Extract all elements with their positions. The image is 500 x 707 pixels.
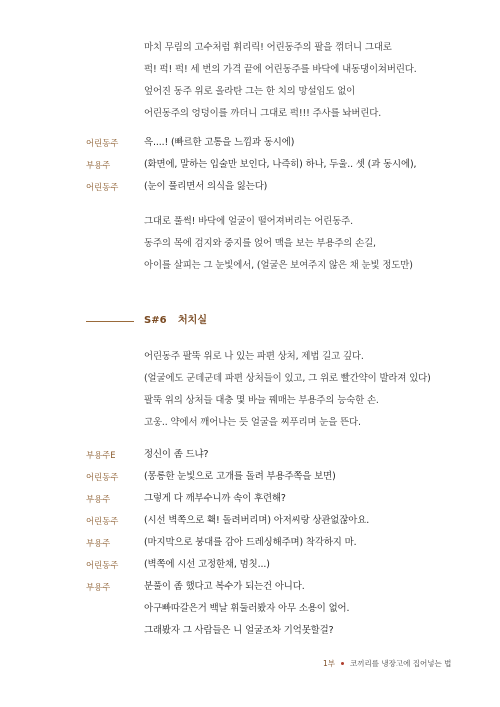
paragraph-line: 동주의 목에 검지와 중지를 얹어 맥을 보는 부용주의 손길, <box>144 238 376 249</box>
page-footer <box>0 657 500 671</box>
book-title: 코끼리를 냉장고에 집어넣는 법 <box>350 659 452 668</box>
dialogue-line: 윽....! (빠르한 고통을 느낌과 동시에) <box>144 137 295 148</box>
scene-number: S#6 <box>144 315 167 326</box>
speaker-name: 부용주 <box>86 582 111 592</box>
paragraph-line: 마치 무림의 고수처럼 휘리릭! 어린동주의 팔을 꺾더니 그대로 <box>144 42 392 53</box>
dialogue-line: 아구빠따갈은거 백날 휘둘러봤자 아무 소용이 없어. <box>144 603 350 614</box>
dialogue-row <box>0 577 500 597</box>
speaker-name: 어린동주 <box>86 516 119 526</box>
dialogue-line: 그래봤자 그 사람들은 니 얼굴조차 기억못할걸? <box>144 625 334 636</box>
scene-divider <box>86 321 134 322</box>
paragraph-line: 엎어진 동주 위로 올라탄 그는 한 치의 망설임도 없이 <box>144 86 356 97</box>
dialogue-row <box>0 177 500 197</box>
dialogue-line: (벽쪽에 시선 고정한채, 멈칫...) <box>144 559 270 570</box>
dialogue-line: (마지막으로 붕대를 감아 드레싱해주며) 착각하지 마. <box>144 537 357 548</box>
speaker-name: 어린동주 <box>86 138 119 148</box>
action-paragraph <box>144 211 474 277</box>
paragraph-line: 어린동주 팔뚝 위로 나 있는 파편 상처, 제법 길고 깊다. <box>144 351 364 362</box>
paragraph-line: (얼굴에도 군데군데 파편 상처들이 있고, 그 위로 빨간약이 발라져 있다) <box>144 373 431 384</box>
dialogue-line: (화면에, 말하는 입술만 보인다, 나즉히) 하나, 두울.. 셋 (과 동시에), <box>144 159 417 170</box>
dialogue-row <box>0 511 500 531</box>
dialogue-line: 분풀이 좀 했다고 복수가 되는건 아니다. <box>144 581 305 592</box>
dialogue-row <box>0 621 500 641</box>
speaker-name: 어린동주 <box>86 472 119 482</box>
dialogue-row <box>0 133 500 153</box>
speaker-name: 부용주 <box>86 494 111 504</box>
paragraph-line: 팔뚝 위의 상처들 대충 몇 바늘 꿰매는 부용주의 능숙한 손. <box>144 395 379 406</box>
action-paragraph <box>144 37 474 125</box>
speaker-name: 부용주E <box>86 450 116 460</box>
dialogue-line: (시선 벽쪽으로 홱! 돌려버리며) 아저씨랑 상관없잖아요. <box>144 515 370 526</box>
speaker-name: 어린동주 <box>86 182 119 192</box>
speaker-name: 어린동주 <box>86 560 119 570</box>
dialogue-row <box>0 555 500 575</box>
bullet-dot-icon <box>341 662 344 665</box>
dialogue-row <box>0 467 500 487</box>
scene-title: 처치실 <box>178 315 207 326</box>
dialogue-row <box>0 155 500 175</box>
dialogue-row <box>0 489 500 509</box>
paragraph-line: 어린동주의 엉덩이를 까더니 그대로 퍽!!! 주사를 놔버린다. <box>144 108 382 119</box>
dialogue-row <box>0 599 500 619</box>
dialogue-row <box>0 445 500 465</box>
part-number: 1부 <box>323 659 336 668</box>
speaker-name: 부용주 <box>86 538 111 548</box>
paragraph-line: 퍽! 퍽! 퍽! 세 번의 가격 끝에 어린동주를 바닥에 내동댕이쳐버린다. <box>144 64 417 75</box>
dialogue-line: 그렇게 다 깨부수니까 속이 후련해? <box>144 493 286 504</box>
paragraph-line: 그대로 풀썩! 바닥에 얼굴이 떨어져버리는 어린동주. <box>144 216 354 227</box>
dialogue-line: (몽롱한 눈빛으로 고개를 돌려 부용주쪽을 보면) <box>144 471 336 482</box>
paragraph-line: 아이를 살피는 그 눈빛에서, (얼굴은 보여주지 않은 채 눈빛 정도만) <box>144 260 413 271</box>
paragraph-line: 고웅.. 약에서 깨어나는 듯 얼굴을 찌푸리며 눈을 뜬다. <box>144 417 361 428</box>
speaker-name: 부용주 <box>86 160 111 170</box>
dialogue-row <box>0 533 500 553</box>
action-paragraph <box>144 346 474 434</box>
dialogue-line: 정신이 좀 드냐? <box>144 449 209 460</box>
dialogue-line: (눈이 풀리면서 의식을 잃는다) <box>144 181 268 192</box>
